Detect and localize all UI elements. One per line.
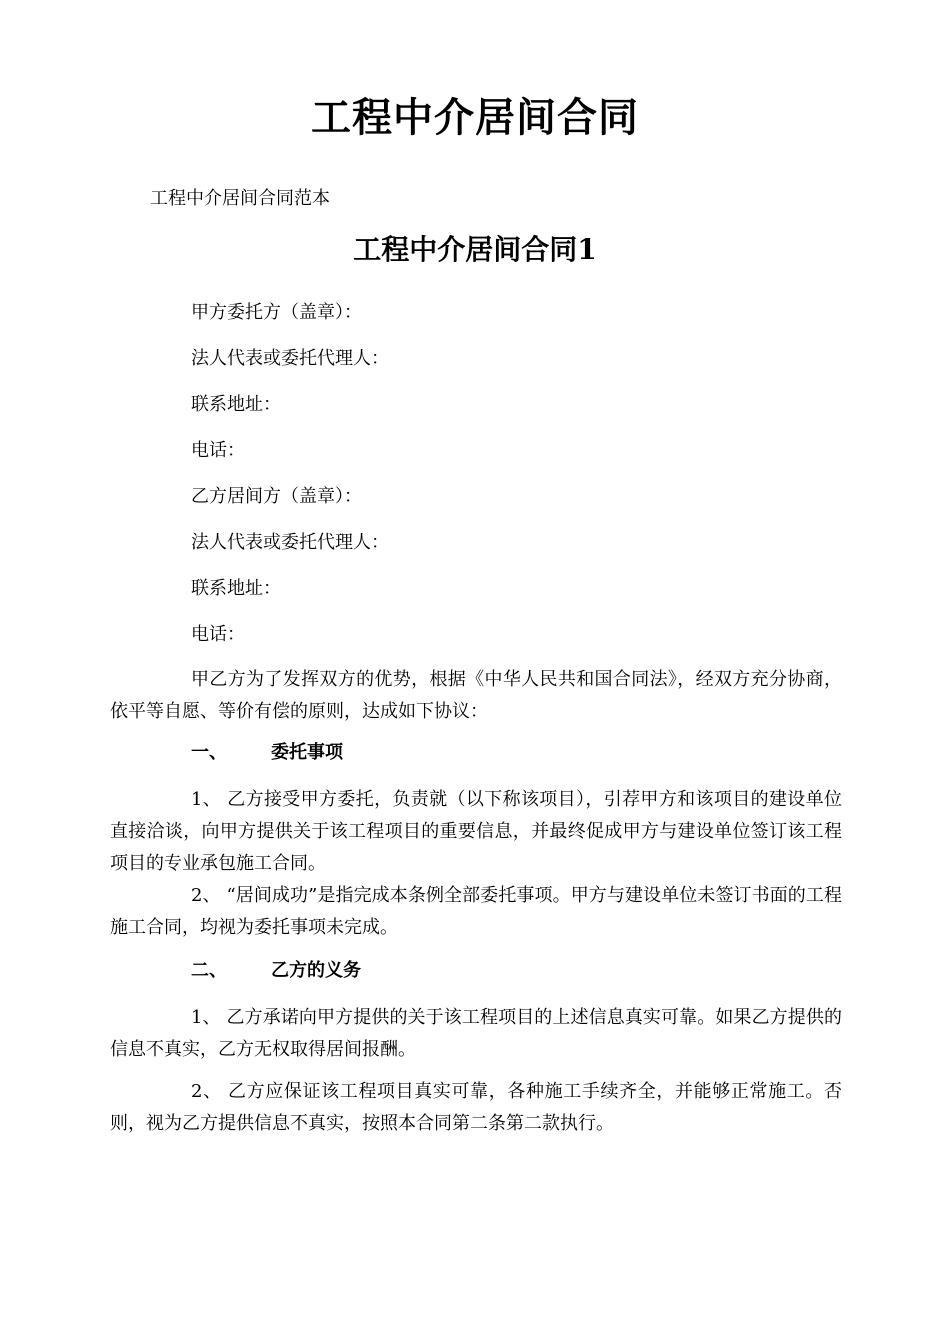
section-title: 委托事项 (271, 742, 343, 763)
party-a-label: 甲方委托方（盖章）： (191, 302, 362, 323)
party-b-label: 乙方居间方（盖章）： (191, 486, 362, 507)
party-b-address: 联系地址： (191, 578, 281, 599)
section-number: 二、 (191, 960, 227, 981)
party-a-representative: 法人代表或委托代理人： (191, 348, 389, 369)
party-b-representative: 法人代表或委托代理人： (191, 532, 389, 553)
party-a-address: 联系地址： (191, 394, 281, 415)
contract-heading: 工程中介居间合同1 (353, 233, 597, 266)
party-b-phone: 电话： (191, 624, 245, 645)
clause-paragraph: 1、 乙方承诺向甲方提供的关于该工程项目的上述信息真实可靠。如果乙方提供的信息不真实，乙方无权取得居间报酬。 (110, 1007, 842, 1060)
clause-paragraph: 2、 乙方应保证该工程项目真实可靠，各种施工手续齐全，并能够正常施工。否则，视为乙方提供信息不真实，按照本合同第二条第二款执行。 (110, 1081, 842, 1134)
section-title: 乙方的义务 (271, 960, 361, 981)
preamble-paragraph: 甲乙方为了发挥双方的优势，根据《中华人民共和国合同法》，经双方充分协商，依平等自愿、等价有偿的原则，达成如下协议： (110, 669, 842, 722)
document-title: 工程中介居间合同 (311, 95, 639, 141)
section-heading (191, 958, 361, 984)
section-number: 一、 (191, 742, 227, 763)
clause-paragraph: 2、 “居间成功”是指完成本条例全部委托事项。甲方与建设单位未签订书面的工程施工合同，均视为委托事项未完成。 (110, 885, 842, 938)
clause-paragraph: 1、 乙方接受甲方委托，负责就（以下称该项目），引荐甲方和该项目的建设单位直接洽谈，向甲方提供关于该工程项目的重要信息，并最终促成甲方与建设单位签订该工程项目的专业承包施工合同。 (110, 789, 842, 874)
document-subtitle: 工程中介居间合同范本 (150, 188, 330, 209)
party-a-phone: 电话： (191, 440, 245, 461)
section-heading (191, 740, 343, 766)
